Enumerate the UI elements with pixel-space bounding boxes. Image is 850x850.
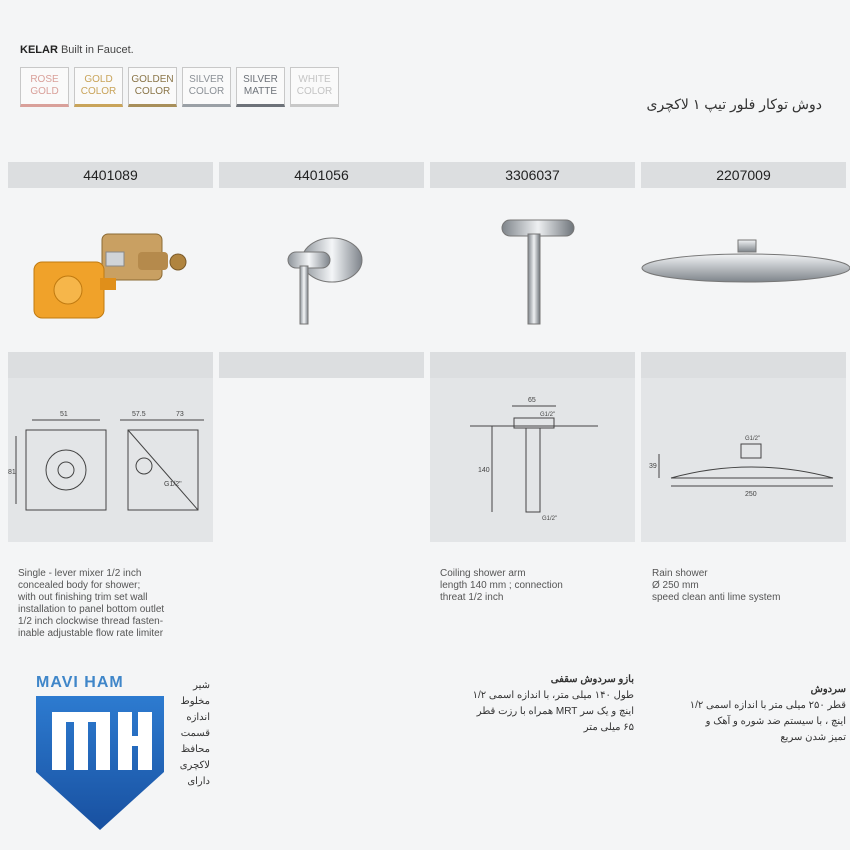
swatch-silver <box>182 67 231 107</box>
dim-rosette: 65 <box>528 397 536 404</box>
concealed-body-image <box>28 222 208 322</box>
section-bar <box>219 352 424 378</box>
arm-technical-drawing <box>430 386 635 526</box>
fa-line: تمیز شدن سریع <box>780 732 846 743</box>
logo-text: MAVI HAM <box>36 674 124 691</box>
fa-line: لاکچری <box>179 760 210 771</box>
product-code-3306037: 3306037 <box>430 162 635 188</box>
head-description-fa <box>644 682 846 746</box>
dim-thread: G1/2" <box>164 481 182 488</box>
fa-heading: بازو سردوش سقفی <box>550 674 634 685</box>
swatch-label: COLOR <box>134 86 171 97</box>
product-code-4401056: 4401056 <box>219 162 424 188</box>
dim-side-a: 57.5 <box>132 411 146 418</box>
section-bar <box>641 352 846 378</box>
brand-subtitle: Built in Faucet. <box>60 44 134 56</box>
swatch-gold <box>74 67 123 107</box>
fa-line: دارای <box>187 776 210 787</box>
fa-line: محافظ <box>180 744 210 755</box>
fa-heading: سردوش <box>810 684 846 695</box>
swatch-label: COLOR <box>80 86 117 97</box>
dim-arm-thread-top: G1/2" <box>540 412 556 418</box>
mixer-valve-image <box>280 230 370 330</box>
product-code-2207009: 2207009 <box>641 162 846 188</box>
dim-head-diameter: 250 <box>745 491 757 498</box>
fa-line: ۶۵ میلی متر <box>583 722 634 733</box>
dim-arm-thread-bottom: G1/2" <box>542 516 558 522</box>
swatch-label: GOLDEN <box>131 74 174 85</box>
fa-line: شیر مخلوط <box>180 680 210 707</box>
dim-side-b: 73 <box>176 411 184 418</box>
fa-line: قسمت <box>180 728 210 739</box>
swatch-rose-gold <box>20 67 69 107</box>
fa-line: قطر ۲۵۰ میلی متر با اندازه اسمی ۱/۲ <box>689 700 846 711</box>
ceiling-arm-image <box>498 218 578 330</box>
swatch-white <box>290 67 339 107</box>
arm-description-fa <box>432 672 634 736</box>
section-bar <box>8 352 213 378</box>
rain-shower-head-image <box>640 238 850 288</box>
arm-description-en: Coiling shower arm length 140 mm ; connection threat 1/2 inch <box>440 568 563 603</box>
dim-body-height: 81 <box>8 469 16 476</box>
swatch-label: COLOR <box>296 86 333 97</box>
section-bar <box>430 352 635 378</box>
fa-line: اندازه <box>186 712 210 723</box>
swatch-golden <box>128 67 177 107</box>
swatch-label: WHITE <box>298 74 331 85</box>
dim-arm-length: 140 <box>478 467 490 474</box>
color-swatches <box>20 67 339 107</box>
mixer-description-fa <box>170 678 210 790</box>
swatch-label: MATTE <box>243 86 278 97</box>
dim-head-height: 39 <box>649 463 657 470</box>
swatch-label: SILVER <box>189 74 224 85</box>
dim-body-width: 51 <box>60 411 68 418</box>
fa-line: اینچ ، با سیستم ضد شوره و آهک و <box>705 716 846 727</box>
mixer-description-en: Single - lever mixer 1/2 inch concealed body for shower; with out finishing trim set wall installation to panel bottom outlet 1/2 inch clockwise thread fasten- inable adjustable flow rate limiter <box>18 568 165 639</box>
page-title-fa: دوش توکار فلور تیپ ۱ لاکچری <box>646 96 822 112</box>
swatch-label: ROSE <box>30 74 59 85</box>
fa-line: طول ۱۴۰ میلی متر، با اندازه اسمی ۱/۲ <box>472 690 634 701</box>
mixer-technical-drawing <box>8 386 213 526</box>
swatch-label: SILVER <box>243 74 278 85</box>
brand-name: KELAR <box>20 44 58 56</box>
brand-line <box>20 44 134 56</box>
fa-line: اینچ و یک سر MRT همراه با رزت قطر <box>476 706 634 717</box>
mavi-ham-logo <box>30 674 170 834</box>
swatch-label: GOLD <box>84 74 113 85</box>
head-description-en: Rain shower Ø 250 mm speed clean anti lime system <box>652 568 781 603</box>
dim-head-thread: G1/2" <box>745 436 761 442</box>
swatch-label: GOLD <box>30 86 59 97</box>
swatch-silver-matte <box>236 67 285 107</box>
swatch-label: COLOR <box>188 86 225 97</box>
product-code-4401089: 4401089 <box>8 162 213 188</box>
head-technical-drawing <box>641 386 846 526</box>
